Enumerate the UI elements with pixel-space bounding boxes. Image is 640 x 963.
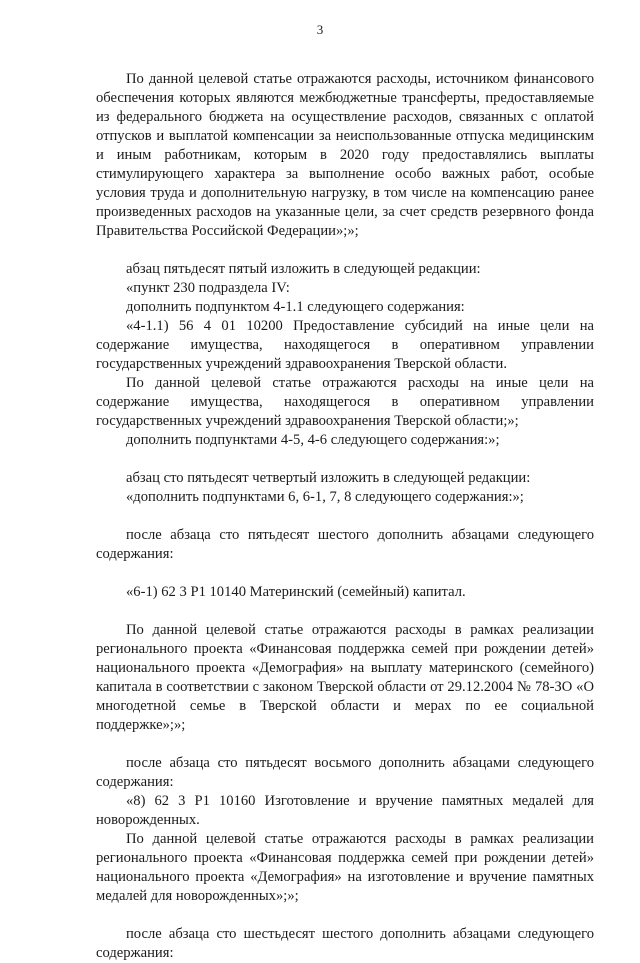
paragraph-item-230: «пункт 230 подраздела IV:	[126, 280, 290, 296]
paragraph-subitem-6-1-description: По данной целевой статье отражаются расходы в рамках реализации регионального проекта «Финансовая поддержка семей при рождении детей» национального проекта «Демография» на выплату материнского (семейного) капитала в соответствии с законом Тверской области от 29.12.2004 № 78-ЗО «О многодетной семье в Тверской области и мерах по ее социальной поддержке»;»;	[96, 622, 594, 733]
page-number: 3	[316, 22, 324, 37]
paragraph-add-subitem-4-1-1: дополнить подпунктом 4-1.1 следующего содержания:	[126, 299, 465, 315]
paragraph-subitem-8: «8) 62 3 P1 10160 Изготовление и вручение памятных медалей для новорожденных.	[96, 793, 594, 828]
paragraph-subitem-4-1-1: «4-1.1) 56 4 01 10200 Предоставление субсидий на иные цели на содержание имущества, находящегося в оперативном управлении государственных учреждений здравоохранения Тверской области.	[96, 318, 594, 372]
paragraph-after-156: после абзаца сто пятьдесят шестого дополнить абзацами следующего содержания:	[96, 527, 594, 562]
paragraph-add-subitems-6-8: «дополнить подпунктами 6, 6-1, 7, 8 следующего содержания:»;	[126, 489, 524, 505]
paragraph-amend-154: абзац сто пятьдесят четвертый изложить в следующей редакции:	[126, 470, 531, 486]
paragraph-subitem-8-description: По данной целевой статье отражаются расходы в рамках реализации регионального проекта «Финансовая поддержка семей при рождении детей» национального проекта «Демография» на изготовление и вручение памятных медалей для новорожденных»;»;	[96, 831, 594, 904]
paragraph-gap	[96, 564, 594, 583]
paragraph-subitem-6-1: «6-1) 62 3 P1 10140 Материнский (семейный) капитал.	[126, 584, 466, 600]
paragraph-after-166: после абзаца сто шестьдесят шестого дополнить абзацами следующего содержания:	[96, 926, 594, 961]
paragraph-funding-sources: По данной целевой статье отражаются расходы, источником финансового обеспечения которых являются межбюджетные трансферты, предоставляемые из федерального бюджета на осуществление расходов, связанных с оплатой отпусков и выплатой компенсации за неиспользованные отпуска медицинским и иным работникам, которым в 2020 году предоставлялись выплаты стимулирующего характера за выполнение особо важных работ, особые условия труда и дополнительную нагрузку, в том числе на компенсацию ранее произведенных расходов на указанные цели, за счет средств резервного фонда Правительства Российской Федерации»;»;	[96, 71, 594, 239]
paragraph-amend-55: абзац пятьдесят пятый изложить в следующей редакции:	[126, 261, 481, 277]
paragraph-gap	[96, 507, 594, 526]
paragraph-after-158: после абзаца сто пятьдесят восьмого дополнить абзацами следующего содержания:	[96, 755, 594, 790]
paragraph-gap	[96, 735, 594, 754]
paragraph-subitem-4-1-1-description: По данной целевой статье отражаются расходы на иные цели на содержание имущества, находящегося в оперативном управлении государственных учреждений здравоохранения Тверской области;»;	[96, 375, 594, 429]
paragraph-gap	[96, 602, 594, 621]
document-body	[96, 70, 594, 963]
paragraph-gap	[96, 450, 594, 469]
paragraph-add-subitems-4-5-4-6: дополнить подпунктами 4-5, 4-6 следующего содержания:»;	[126, 432, 500, 448]
paragraph-gap	[96, 241, 594, 260]
paragraph-gap	[96, 906, 594, 925]
